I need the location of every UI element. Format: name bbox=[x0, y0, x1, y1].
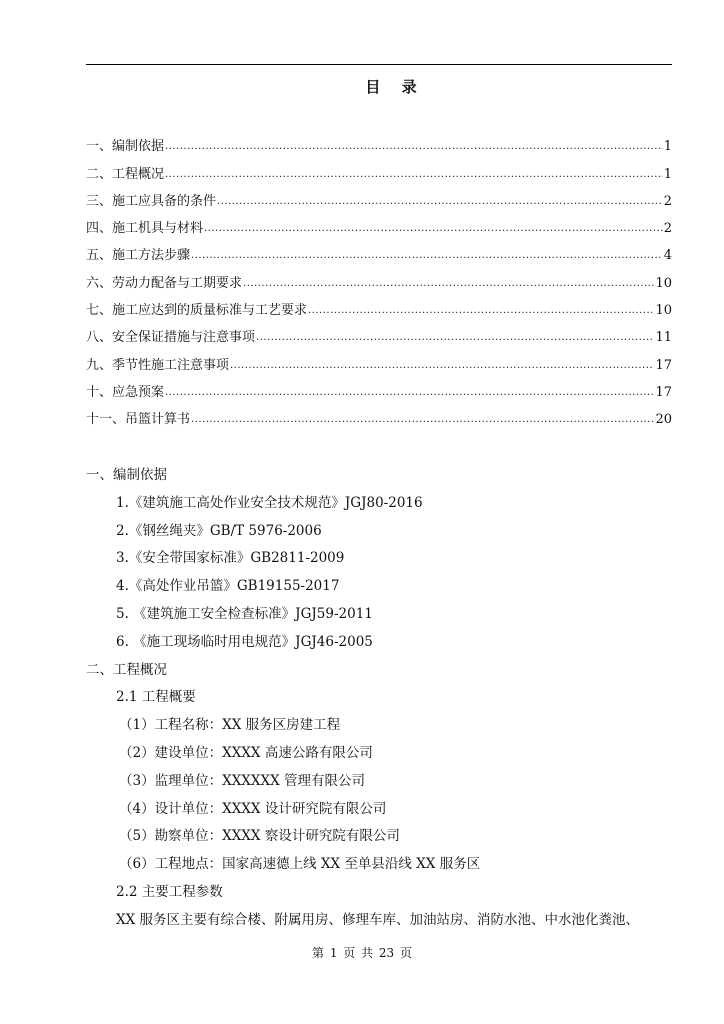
toc-entry-label: 五、施工方法步骤 bbox=[86, 248, 191, 264]
overview-item: （5）勘察单位：XXXX 察设计研究院有限公司 bbox=[119, 828, 400, 845]
table-of-contents bbox=[86, 127, 672, 427]
reference-item: 2.《钢丝绳夹》GB/T 5976-2006 bbox=[116, 522, 322, 539]
toc-title: 目 录 bbox=[365, 78, 425, 96]
reference-item: 4.《高处作业吊篮》GB19155-2017 bbox=[116, 578, 340, 595]
toc-entry-page: 11 bbox=[655, 330, 672, 346]
toc-entry[interactable] bbox=[86, 263, 672, 290]
toc-leader-dots bbox=[230, 359, 654, 373]
toc-entry-page: 17 bbox=[655, 357, 672, 373]
toc-entry-label: 四、施工机具与材料 bbox=[86, 221, 204, 237]
toc-entry-label: 一、编制依据 bbox=[86, 139, 165, 155]
toc-entry-label: 十、应急预案 bbox=[86, 384, 165, 400]
section-heading: 二、工程概况 bbox=[86, 661, 167, 678]
toc-entry-page: 2 bbox=[663, 193, 672, 209]
overview-item: （2）建设单位：XXXX 高速公路有限公司 bbox=[119, 744, 373, 761]
toc-entry-page: 17 bbox=[655, 384, 672, 400]
toc-entry-label: 九、季节性施工注意事项 bbox=[86, 357, 230, 373]
toc-leader-dots bbox=[165, 386, 654, 400]
toc-leader-dots bbox=[256, 331, 654, 345]
toc-entry-page: 4 bbox=[663, 248, 672, 264]
toc-entry[interactable] bbox=[86, 400, 672, 427]
toc-entry-page: 20 bbox=[655, 412, 672, 428]
toc-leader-dots bbox=[204, 222, 663, 236]
toc-leader-dots bbox=[165, 140, 663, 154]
reference-item: 1.《建筑施工高处作业安全技术规范》JGJ80-2016 bbox=[116, 494, 423, 511]
document-body bbox=[86, 462, 686, 935]
toc-entry[interactable] bbox=[86, 373, 672, 400]
overview-item: （1）工程名称：XX 服务区房建工程 bbox=[119, 717, 341, 734]
paragraph-text: XX 服务区主要有综合楼、附属用房、修理车库、加油站房、消防水池、中水池化粪池、 bbox=[116, 911, 640, 928]
toc-entry-label: 十一、吊篮计算书 bbox=[86, 412, 191, 428]
toc-leader-dots bbox=[165, 168, 663, 182]
toc-leader-dots bbox=[217, 195, 663, 209]
toc-entry-page: 2 bbox=[663, 221, 672, 237]
page-footer: 第 1 页 共 23 页 bbox=[312, 946, 412, 960]
overview-item: （4）设计单位：XXXX 设计研究院有限公司 bbox=[119, 800, 387, 817]
toc-entry-label: 八、安全保证措施与注意事项 bbox=[86, 330, 256, 346]
toc-entry[interactable] bbox=[86, 154, 672, 181]
overview-item: （3）监理单位：XXXXXX 管理有限公司 bbox=[119, 772, 366, 789]
toc-entry[interactable] bbox=[86, 236, 672, 263]
reference-item: 3.《安全带国家标准》GB2811-2009 bbox=[116, 550, 345, 567]
toc-entry-label: 七、施工应达到的质量标准与工艺要求 bbox=[86, 303, 308, 319]
toc-leader-dots bbox=[308, 304, 654, 318]
toc-leader-dots bbox=[191, 413, 654, 427]
header-rule bbox=[86, 64, 672, 65]
toc-leader-dots bbox=[191, 249, 663, 263]
overview-item: （6）工程地点：国家高速德上线 XX 至单县沿线 XX 服务区 bbox=[119, 856, 481, 873]
toc-entry[interactable] bbox=[86, 291, 672, 318]
toc-entry-page: 1 bbox=[663, 166, 672, 182]
toc-entry-page: 10 bbox=[655, 275, 672, 291]
subsection-heading: 2.2 主要工程参数 bbox=[116, 883, 223, 900]
reference-item: 5. 《建筑施工安全检查标准》JGJ59-2011 bbox=[116, 605, 373, 622]
toc-entry[interactable] bbox=[86, 182, 672, 209]
reference-item: 6. 《施工现场临时用电规范》JGJ46-2005 bbox=[116, 633, 373, 650]
toc-entry[interactable] bbox=[86, 318, 672, 345]
toc-leader-dots bbox=[243, 277, 654, 291]
toc-entry-label: 三、施工应具备的条件 bbox=[86, 193, 217, 209]
section-heading: 一、编制依据 bbox=[86, 467, 167, 483]
toc-entry[interactable] bbox=[86, 209, 672, 236]
toc-entry-label: 六、劳动力配备与工期要求 bbox=[86, 275, 243, 291]
toc-entry-page: 1 bbox=[663, 139, 672, 155]
toc-entry-label: 二、工程概况 bbox=[86, 166, 165, 182]
toc-entry[interactable] bbox=[86, 127, 672, 154]
toc-entry-page: 10 bbox=[655, 303, 672, 319]
toc-entry[interactable] bbox=[86, 345, 672, 372]
subsection-heading: 2.1 工程概要 bbox=[116, 689, 196, 706]
